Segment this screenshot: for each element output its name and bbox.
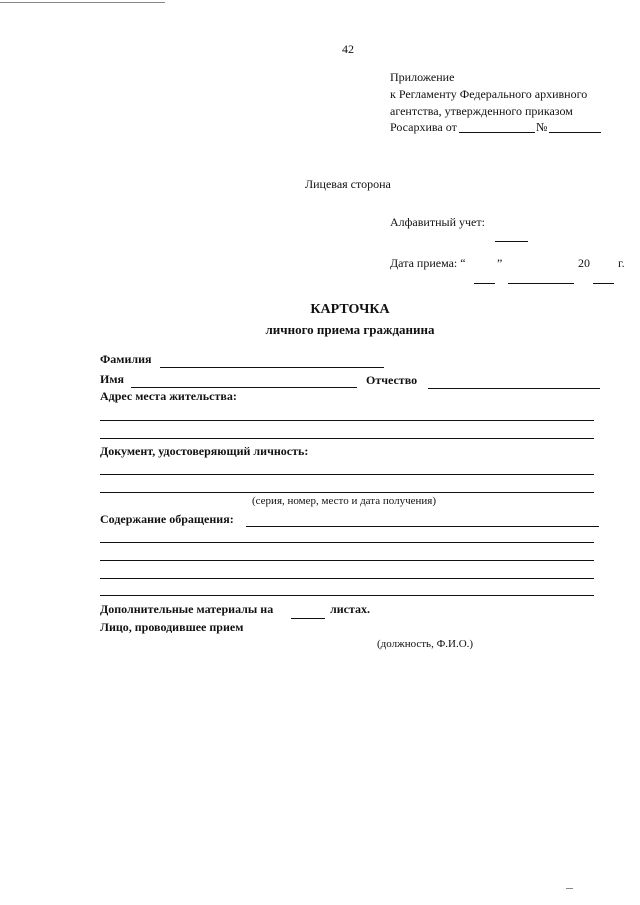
name-field-line[interactable] [131, 387, 357, 388]
document-field-line-2[interactable] [100, 492, 594, 493]
address-label: Адрес места жительства: [100, 389, 237, 403]
reception-year-line [593, 283, 614, 284]
reception-year-suffix: г. [618, 256, 625, 270]
surname-field-line[interactable] [160, 367, 384, 368]
reception-year-prefix: 20 [578, 256, 590, 270]
appendix-line-2: к Регламенту Федерального архивного [390, 87, 588, 101]
extra-materials-count-line[interactable] [291, 618, 325, 619]
extra-materials-prefix: Дополнительные материалы на [100, 602, 274, 616]
patronymic-label: Отчество [366, 373, 418, 387]
order-number-sign: № [536, 120, 548, 134]
card-subtitle: личного приема гражданина [265, 322, 435, 337]
scan-edge-line [0, 2, 165, 3]
content-field-line-1[interactable] [246, 526, 599, 527]
document-field-line-1[interactable] [100, 474, 594, 475]
alphabetical-registry-label: Алфавитный учет: [390, 215, 485, 229]
reception-date-label: Дата приема: “ [390, 256, 466, 270]
appendix-line-3: агентства, утвержденного приказом [390, 104, 573, 118]
card-title: КАРТОЧКА [310, 302, 390, 317]
extra-materials-suffix: листах. [330, 602, 371, 616]
document-hint: (серия, номер, место и дата получения) [252, 495, 436, 507]
order-number-line [549, 132, 601, 133]
surname-label: Фамилия [100, 352, 152, 366]
person-hint: (должность, Ф.И.О.) [377, 638, 474, 650]
document-label: Документ, удостоверяющий личность: [100, 444, 309, 458]
address-field-line-1[interactable] [100, 420, 594, 421]
address-field-line-2[interactable] [100, 438, 594, 439]
content-field-line-4[interactable] [100, 578, 594, 579]
reception-day-line [474, 283, 495, 284]
order-date-line [459, 132, 535, 133]
content-field-line-5[interactable] [100, 595, 594, 596]
scan-mark [566, 888, 573, 889]
patronymic-field-line[interactable] [428, 388, 600, 389]
appendix-line-1: Приложение [390, 70, 455, 84]
alphabetical-registry-line [495, 241, 528, 242]
page-number: 42 [342, 42, 354, 56]
side-label: Лицевая сторона [305, 177, 391, 191]
content-field-line-2[interactable] [100, 542, 594, 543]
name-label: Имя [100, 372, 124, 386]
content-field-line-3[interactable] [100, 560, 594, 561]
reception-date-close-quote: ” [497, 256, 503, 270]
person-label: Лицо, проводившее прием [100, 620, 244, 634]
reception-month-line [508, 283, 574, 284]
appendix-line-4-prefix: Росархива от [390, 120, 457, 134]
content-label: Содержание обращения: [100, 512, 234, 526]
